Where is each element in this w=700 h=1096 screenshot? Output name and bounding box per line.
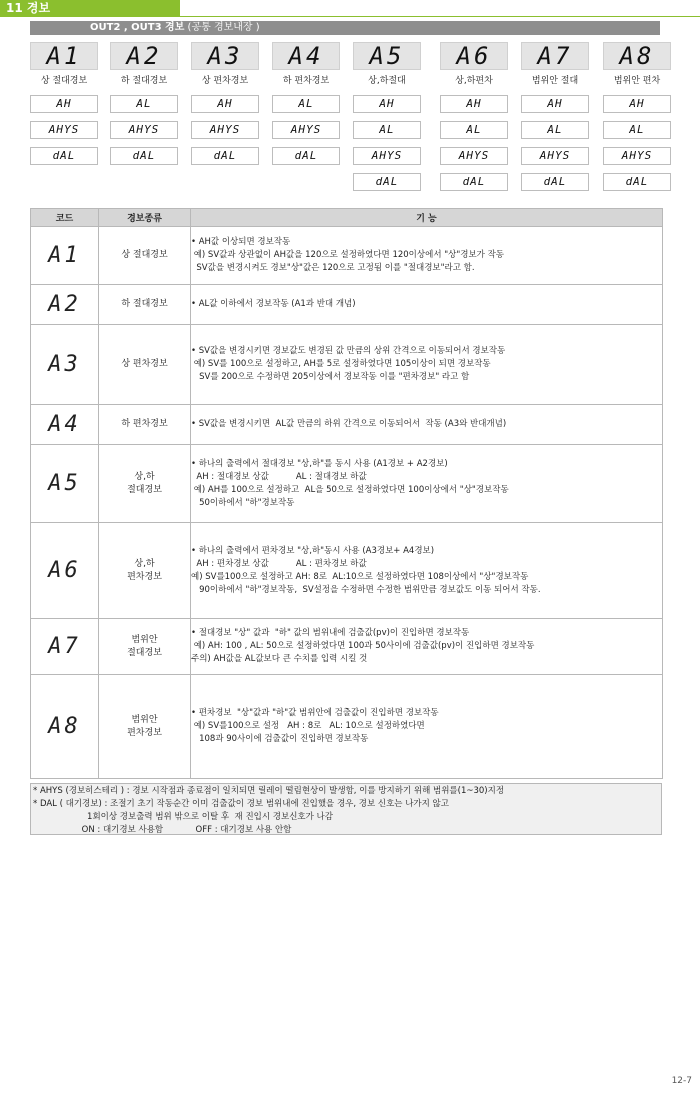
row-type-line: 편차경보 [127, 571, 162, 582]
table-row [31, 285, 663, 325]
description-line: • SV값을 변경시키면 AL값 만큼의 하위 간격으로 이동되어서 작동 (A3와 반대개념) [191, 419, 507, 429]
description-line: AH : 절대경보 상값 AL : 절대경보 하값 [191, 471, 367, 482]
row-code: A6 [31, 523, 99, 619]
parameter-display: dAL [521, 173, 589, 191]
parameter-display: AH [191, 95, 259, 113]
row-type-line: 범위안 [131, 714, 158, 725]
row-description [191, 445, 663, 523]
parameter-display: dAL [272, 147, 340, 165]
row-type [99, 523, 191, 619]
parameter-display: AH [440, 95, 508, 113]
header-function: 기 능 [191, 209, 663, 227]
description-line: 예) SV를100으로 설정 AH : 8로 AL: 10으로 설정하였다면 [191, 721, 425, 731]
alarm-code-label: 하 절대경보 [120, 76, 168, 86]
description-line: SV값을 변경시켜도 경보"상"값은 120으로 고정됨 이를 "절대경보"라고 함. [191, 263, 475, 273]
row-type-line: 상 절대경보 [121, 250, 168, 260]
parameter-display: AHYS [30, 121, 98, 139]
description-line: 예) AH를 100으로 설정하고 AL을 50으로 설정하였다면 100이상에서 "상"경보작동 [191, 484, 509, 495]
alarm-code-display: A1 [30, 42, 98, 70]
row-type [99, 445, 191, 523]
header-code: 코드 [31, 209, 99, 227]
table-row [31, 523, 663, 619]
row-code: A4 [31, 405, 99, 445]
table-row [31, 325, 663, 405]
note-dal-onoff: ON : 대기경보 사용함 OFF : 대기경보 사용 안함 [33, 825, 292, 835]
description-line: 90이하에서 "하"경보작동, SV설정을 수정하면 수정한 범위만큼 경보값도 이동 되어서 작동. [191, 584, 541, 595]
parameter-display: AH [521, 95, 589, 113]
parameter-display: AL [110, 95, 178, 113]
note-dal: * DAL ( 대기경보) : 조절기 초기 작동순간 이미 검출값이 경보 범위내에 진입했을 경우, 경보 신호는 나가지 않고 [33, 799, 449, 809]
description-line: • 절대경보 "상" 값과 "하" 값의 범위내에 검출값(pv)이 진입하면 경보작동 [191, 628, 470, 638]
alarm-function-table [30, 208, 663, 779]
alarm-code-label: 범위안 절대 [531, 76, 579, 86]
alarm-code-label: 상,하편차 [455, 76, 493, 86]
note-dal-cont: 1회이상 경보출력 범위 밖으로 이탈 후 재 진입시 경보신호가 나감 [33, 812, 333, 822]
alarm-code-display: A7 [521, 42, 589, 70]
table-row [31, 675, 663, 779]
description-line: 예) SV값과 상관없이 AH값을 120으로 설정하였다면 120이상에서 "상"경보가 작동 [191, 250, 505, 260]
row-type-line: 상,하 [134, 471, 155, 482]
parameter-display: AHYS [521, 147, 589, 165]
alarm-code-label: 상,하절대 [368, 76, 406, 86]
row-code: A1 [31, 227, 99, 285]
table-row [31, 445, 663, 523]
alarm-code-label: 상 편차경보 [201, 76, 249, 86]
alarm-code-label: 상 절대경보 [40, 76, 88, 86]
description-line: • 하나의 출력에서 절대경보 "상,하"를 동시 사용 (A1경보 + A2경보) [191, 458, 448, 469]
parameter-display: dAL [30, 147, 98, 165]
description-line: AH : 편차경보 상값 AL : 편차경보 하값 [191, 558, 367, 569]
description-line: • AH값 이상되면 경보작동 [191, 237, 291, 247]
parameter-display: AHYS [440, 147, 508, 165]
row-type-line: 범위안 [131, 634, 158, 645]
row-description [191, 619, 663, 675]
parameter-display: AL [440, 121, 508, 139]
note-ahys: * AHYS (경보히스테리 ) : 경보 시작점과 종료점이 일치되면 릴레이 떨림현상이 발생함, 이를 방지하기 위해 범위를(1~30)지정 [33, 786, 505, 796]
description-line: 50이하에서 "하"경보작동 [191, 497, 295, 508]
row-type-line: 절대경보 [127, 484, 162, 495]
footnotes [30, 783, 662, 835]
row-type-line: 상 편차경보 [121, 359, 168, 369]
table-row [31, 405, 663, 445]
table-row [31, 227, 663, 285]
parameter-display: AH [30, 95, 98, 113]
row-description [191, 675, 663, 779]
table-row [31, 619, 663, 675]
table-header-row [31, 209, 663, 227]
description-line: • 편차경보 "상"값과 "하"값 범위안에 검출값이 진입하면 경보작동 [191, 708, 439, 718]
alarm-code-display: A2 [110, 42, 178, 70]
alarm-code-display: A6 [440, 42, 508, 70]
row-description [191, 227, 663, 285]
row-type-line: 절대경보 [127, 647, 162, 658]
row-code: A8 [31, 675, 99, 779]
row-type-line: 하 편차경보 [121, 419, 168, 429]
description-line: • 하나의 출력에서 편차경보 "상,하"동시 사용 (A3경보+ A4경보) [191, 545, 435, 556]
description-line: 주의) AH값을 AL값보다 큰 수치를 입력 시킬 것 [191, 654, 368, 664]
section-title: 11 경보 [0, 0, 180, 17]
row-code: A3 [31, 325, 99, 405]
header-rule [180, 16, 700, 17]
alarm-code-display: A8 [603, 42, 671, 70]
row-type [99, 285, 191, 325]
row-description [191, 285, 663, 325]
row-type [99, 405, 191, 445]
subtitle-bar [30, 21, 660, 35]
subtitle-main: OUT2 , OUT3 경보 [90, 22, 185, 33]
row-type-line: 편차경보 [127, 727, 162, 738]
row-type [99, 675, 191, 779]
parameter-display: AHYS [191, 121, 259, 139]
row-type [99, 325, 191, 405]
parameter-display: AHYS [353, 147, 421, 165]
row-type-line: 상,하 [134, 558, 155, 569]
alarm-code-display: A4 [272, 42, 340, 70]
parameter-display: dAL [353, 173, 421, 191]
row-description [191, 523, 663, 619]
description-line: 예) SV를100으로 설정하고 AH: 8로 AL:10으로 설정하였다면 108이상에서 "상"경보작동 [191, 571, 529, 582]
parameter-display: dAL [603, 173, 671, 191]
description-line: • AL값 이하에서 경보작동 (A1과 반대 개념) [191, 299, 356, 309]
description-line: SV를 200으로 수정하면 205이상에서 경보작동 이를 "편차경보" 라고 함 [191, 372, 470, 382]
parameter-display: dAL [191, 147, 259, 165]
parameter-display: dAL [110, 147, 178, 165]
parameter-display: AH [603, 95, 671, 113]
row-code: A7 [31, 619, 99, 675]
parameter-display: dAL [440, 173, 508, 191]
header-type: 경보종류 [99, 209, 191, 227]
row-description [191, 405, 663, 445]
parameter-display: AL [521, 121, 589, 139]
parameter-display: AL [272, 95, 340, 113]
parameter-display: AL [603, 121, 671, 139]
parameter-display: AHYS [110, 121, 178, 139]
description-line: • SV값을 변경시키면 경보값도 변경된 값 만큼의 상위 간격으로 이동되어서 경보작동 [191, 346, 506, 356]
description-line: 108과 90사이에 검출값이 진입하면 경보작동 [191, 734, 369, 744]
row-code: A5 [31, 445, 99, 523]
row-code: A2 [31, 285, 99, 325]
alarm-code-display: A3 [191, 42, 259, 70]
row-description [191, 325, 663, 405]
parameter-display: AL [353, 121, 421, 139]
row-type-line: 하 절대경보 [121, 299, 168, 309]
description-line: 예) SV를 100으로 설정하고, AH를 5로 설정하였다면 105이상이 되면 경보작동 [191, 359, 491, 369]
row-type [99, 619, 191, 675]
alarm-code-label: 하 편차경보 [282, 76, 330, 86]
parameter-display: AHYS [603, 147, 671, 165]
alarm-code-display: A5 [353, 42, 421, 70]
description-line: 예) AH: 100 , AL: 50으로 설정하였다면 100과 50사이에 검출값(pv)이 진입하면 경보작동 [191, 641, 535, 651]
page-number: 12-7 [671, 1076, 692, 1086]
parameter-display: AH [353, 95, 421, 113]
subtitle-note: (공통 경보내장 ) [184, 22, 260, 33]
alarm-code-label: 범위안 편차 [613, 76, 661, 86]
row-type [99, 227, 191, 285]
parameter-display: AHYS [272, 121, 340, 139]
